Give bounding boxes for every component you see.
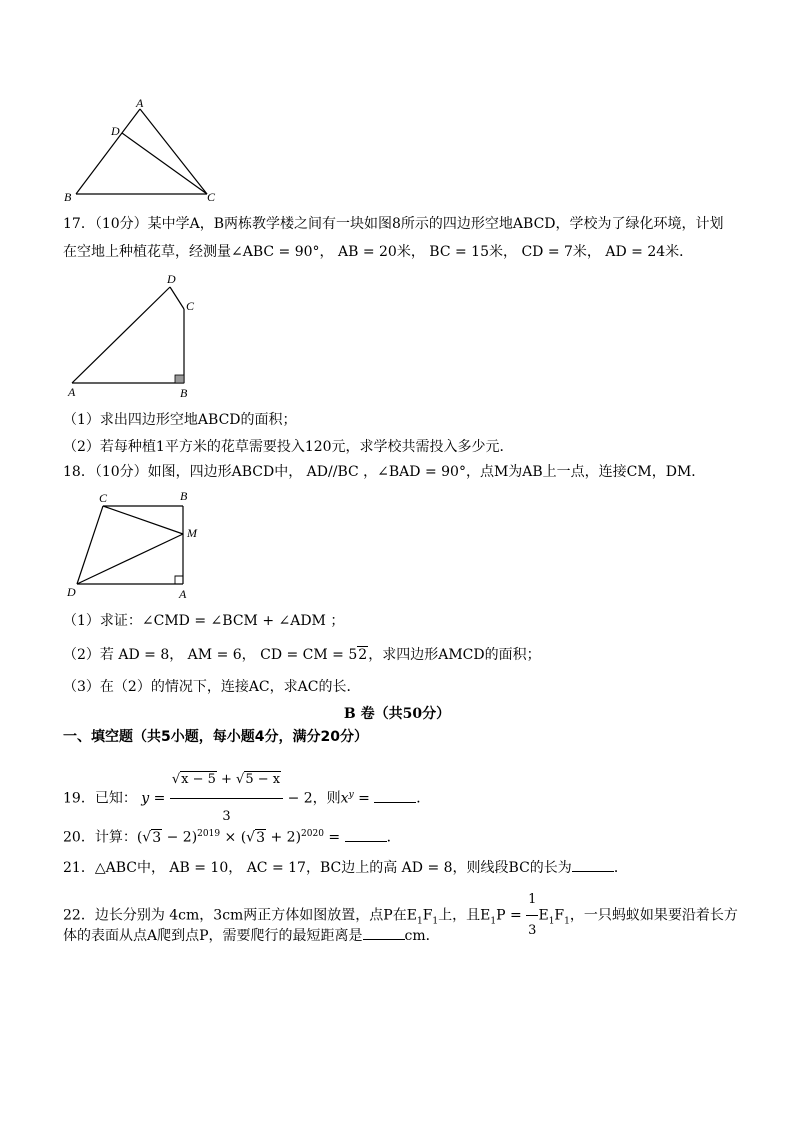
answer-blank[interactable]: [374, 788, 416, 803]
label-d: D: [111, 124, 120, 138]
segment-cm: [103, 506, 183, 534]
quadrilateral-figure-abcd-m: [65, 490, 215, 600]
side-dc: [77, 506, 103, 584]
q18-sub3: （3）在（2）的情况下，连接AC，求AC的长．: [63, 679, 361, 695]
segment-dm: [77, 534, 183, 584]
triangle-figure-abc: [60, 95, 220, 205]
right-angle-mark: [175, 576, 183, 584]
q18-line1: 18．（10分）如图，四边形ABCD中， AD//BC ，∠BAD = 90°，点M为AB上一点，连接CM，DM．: [63, 464, 706, 480]
label-c: C: [186, 299, 195, 313]
q22-fraction: $\frac{1}{3}$: [526, 885, 538, 946]
label-d: D: [67, 585, 76, 599]
label-b: B: [180, 489, 188, 503]
label-b: B: [180, 386, 188, 400]
side-da: [72, 287, 170, 383]
q22-line1: 22．边长分别为 4cm，3cm两正方体如图放置，点P在$E_1F_1$上，且$E_1P$ = $\frac{1}{3}$ $E_1F_1$，一只蚂蚁如果要沿着长方: [63, 885, 738, 946]
section-heading: 一、填空题（共5小题，每小题4分，满分20分）: [63, 729, 368, 745]
label-a: A: [179, 587, 187, 601]
right-angle-mark: [175, 375, 184, 383]
label-c: C: [99, 491, 108, 505]
q18-sub1: （1）求证：∠CMD = ∠BCM + ∠ADM ；: [63, 613, 345, 629]
side-cd: [170, 287, 184, 309]
quadrilateral-figure-abcd: [60, 272, 210, 400]
label-m: M: [187, 526, 197, 540]
segment-dc: [122, 133, 207, 194]
label-d: D: [167, 272, 176, 286]
q17-line2: 在空地上种植花草，经测量∠ABC = 90°， AB = 20米， BC = 15米， CD = 7米， AD = 24米．: [63, 244, 694, 260]
answer-blank[interactable]: [572, 857, 614, 872]
label-a: A: [68, 385, 76, 399]
sqrt-2: 2: [358, 647, 368, 663]
q20: 20．计算：$(√3 - 2)^{2019} \times (√3 + 2)^{2020}$ = ．: [63, 824, 401, 848]
q18-sub2: （2）若 AD = 8， AM = 6， CD = CM = 52，求四边形AMCD的面积；: [63, 647, 541, 663]
answer-blank[interactable]: [345, 827, 387, 842]
q17-sub1: （1）求出四边形空地ABCD的面积；: [63, 412, 297, 428]
section-b-title: B 卷（共50分）: [343, 706, 451, 722]
q19-fraction: $\frac{√x - 5 + √5 - x}{3}$: [170, 762, 283, 835]
label-a: A: [136, 96, 144, 110]
label-c: C: [207, 190, 216, 204]
q22-line2: 体的表面从点A爬到点P，需要爬行的最短距离是 cm．: [63, 925, 440, 946]
side-ac: [140, 109, 207, 194]
label-b: B: [64, 190, 72, 204]
answer-blank[interactable]: [363, 925, 405, 940]
q17-sub2: （2）若每种植1平方米的花草需要投入120元，求学校共需投入多少元．: [63, 439, 514, 455]
q21: 21．△ABC中， AB = 10， AC = 17，BC边上的高 AD = 8，则线段BC的长为 ．: [63, 857, 628, 878]
side-ba: [76, 109, 140, 194]
q19: 19．已知： y = $\frac{√x - 5 + √5 - x}{3}$ − 2，则$x^y$ = ．: [63, 762, 430, 802]
q17-line1: 17．（10分）某中学A，B两栋教学楼之间有一块如图8所示的四边形空地ABCD，学校为了绿化环境，计划: [63, 216, 724, 232]
